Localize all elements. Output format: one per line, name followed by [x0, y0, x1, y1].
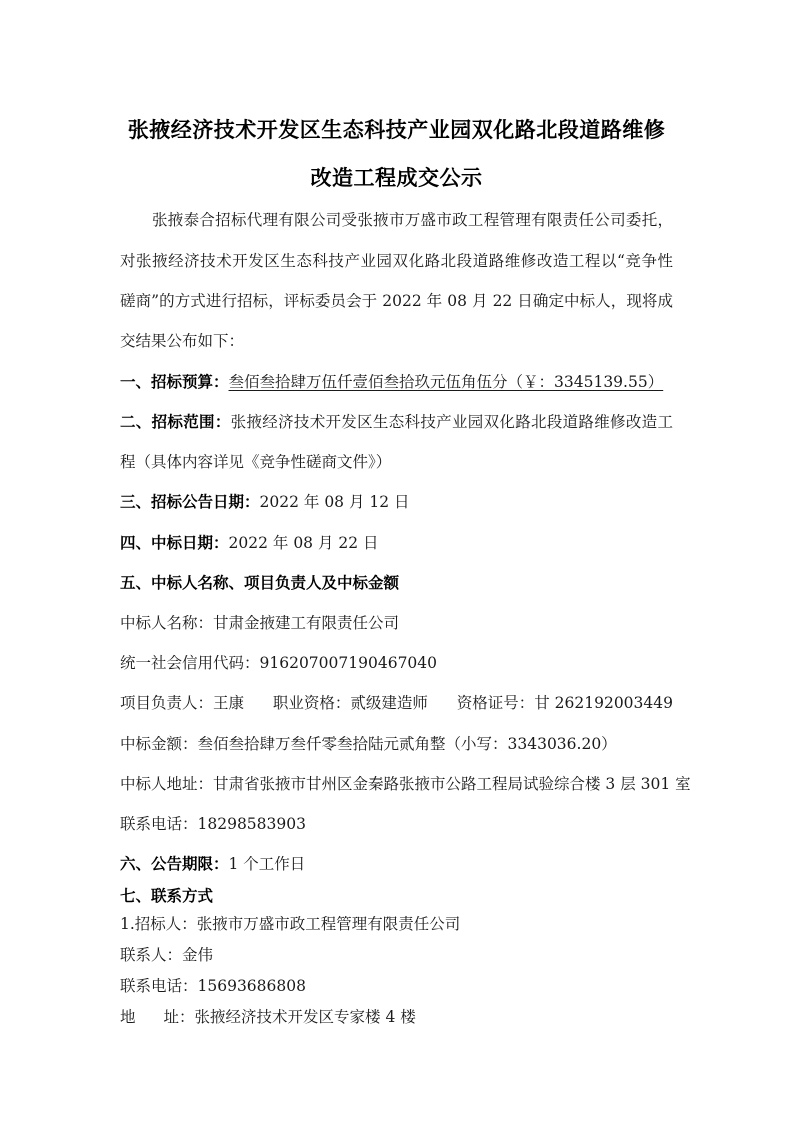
budget-row: [120, 372, 663, 392]
winner-section-heading: 五、中标人名称、项目负责人及中标金额: [120, 574, 400, 592]
qualification: 职业资格：贰级建造师: [272, 694, 428, 712]
document-title-line1: 张掖经济技术开发区生态科技产业园双化路北段道路维修: [127, 118, 666, 142]
period-value: 1 个工作日: [228, 855, 306, 873]
credit-code: 统一社会信用代码：916207007190467040: [120, 654, 438, 672]
announce-date-value: 2022 年 08 月 12 日: [259, 493, 410, 511]
budget-label: 一、招标预算：: [120, 373, 229, 391]
document-title-line2: 改造工程成交公示: [310, 166, 483, 190]
award-amount: 中标金额：叁佰叁拾肆万叁仟零叁拾陆元贰角整（小写：3343036.20）: [120, 735, 617, 753]
certificate-number: 资格证号：甘 262192003449: [456, 694, 673, 712]
project-manager: 项目负责人：王康: [120, 694, 245, 712]
address-label-char1: 地: [120, 1008, 136, 1026]
intro-line-4: 交结果公布如下：: [120, 332, 245, 350]
award-date-row: [120, 533, 379, 553]
intro-line-1: 张掖泰合招标代理有限公司受张掖市万盛市政工程管理有限责任公司委托，: [152, 211, 673, 229]
winner-name: 中标人名称：甘肃金掖建工有限责任公司: [120, 614, 400, 632]
budget-value: 叁佰叁拾肆万伍仟壹佰叁拾玖元伍角伍分（￥：3345139.55）: [228, 373, 664, 391]
scope-row: [120, 412, 673, 432]
address-label-char2: 址：: [163, 1008, 195, 1026]
tenderer: 1.招标人：张掖市万盛市政工程管理有限责任公司: [120, 915, 461, 933]
manager-row: [120, 693, 673, 713]
winner-phone: 联系电话：18298583903: [120, 815, 306, 833]
announce-date-row: [120, 492, 410, 512]
intro-line-2: 对张掖经济技术开发区生态科技产业园双化路北段道路维修改造工程以“竞争性: [120, 252, 673, 270]
contact-address-value: 张掖经济技术开发区专家楼 4 楼: [194, 1008, 416, 1026]
period-row: [120, 854, 305, 874]
award-date-value: 2022 年 08 月 22 日: [228, 534, 379, 552]
scope-value-line2: 程（具体内容详见《竞争性磋商文件》）: [120, 453, 392, 471]
announce-date-label: 三、招标公告日期：: [120, 493, 260, 511]
scope-label: 二、招标范围：: [120, 413, 231, 431]
scope-value-line1: 张掖经济技术开发区生态科技产业园双化路北段道路维修改造工: [230, 413, 673, 431]
contact-address-row: [120, 1007, 416, 1027]
period-label: 六、公告期限：: [120, 855, 229, 873]
contact-phone: 联系电话：15693686808: [120, 977, 306, 995]
winner-address: 中标人地址：甘肃省张掖市甘州区金秦路张掖市公路工程局试验综合楼 3 层 301 室: [120, 775, 691, 793]
intro-line-3: 磋商”的方式进行招标，评标委员会于 2022 年 08 月 22 日确定中标人，现将成: [120, 292, 673, 310]
award-date-label: 四、中标日期：: [120, 534, 229, 552]
contact-person: 联系人：金伟: [120, 946, 214, 964]
contact-heading: 七、联系方式: [120, 887, 214, 905]
